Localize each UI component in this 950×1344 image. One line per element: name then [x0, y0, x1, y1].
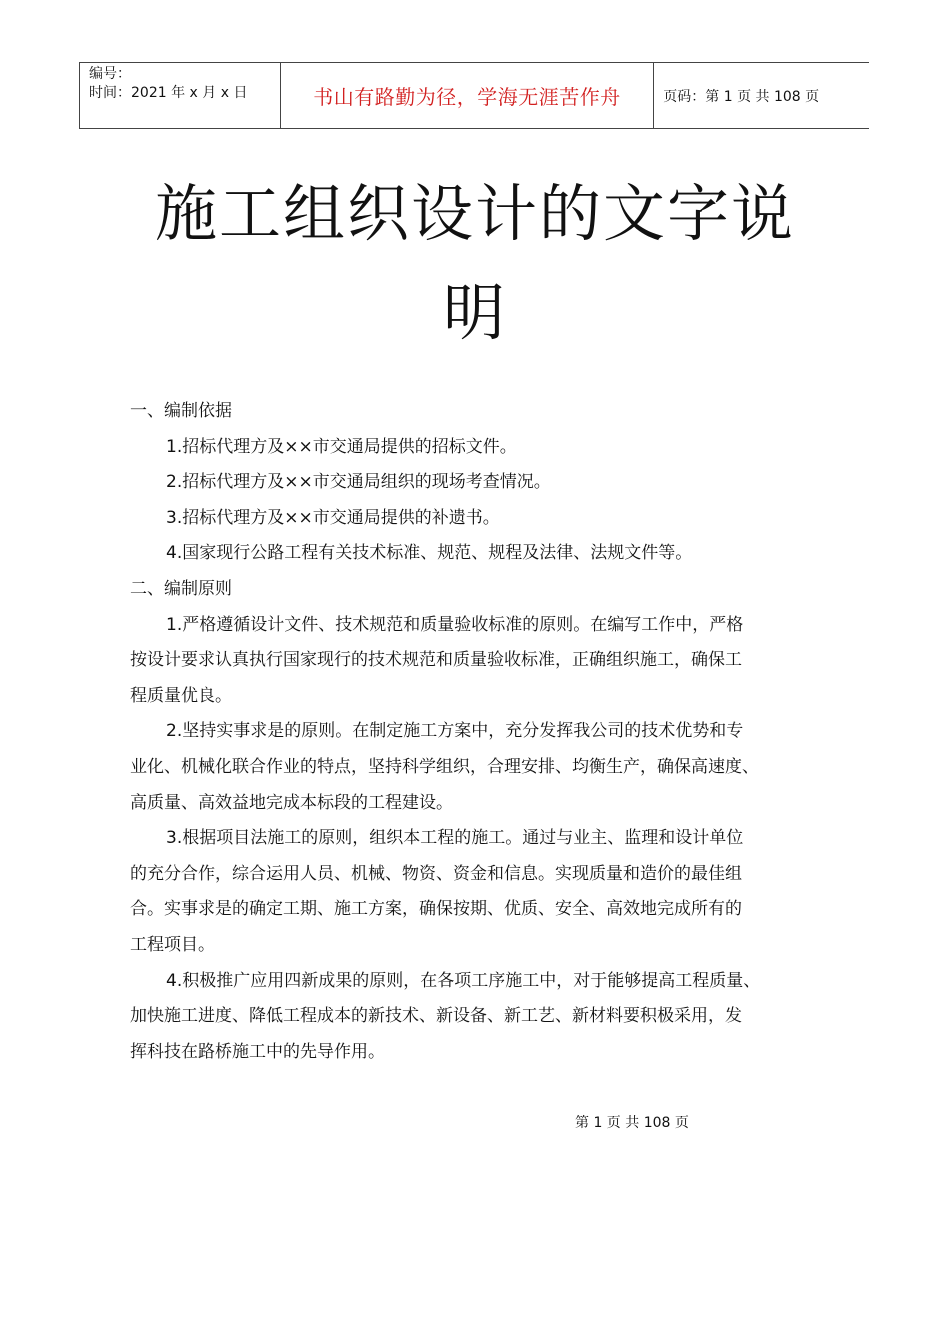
paragraph-line: 3.根据项目法施工的原则，组织本工程的施工。通过与业主、监理和设计单位: [166, 828, 744, 849]
paragraph-line: 3.招标代理方及××市交通局提供的补遗书。: [166, 507, 500, 528]
paragraph-line: 2.坚持实事求是的原则。在制定施工方案中，充分发挥我公司的技术优势和专: [166, 721, 744, 742]
header-motto-cell: [281, 63, 655, 128]
paragraph-line: 的充分合作，综合运用人员、机械、物资、资金和信息。实现质量和造价的最佳组: [130, 863, 742, 884]
paragraph-line: 1.严格遵循设计文件、技术规范和质量验收标准的原则。在编写工作中，严格: [166, 614, 744, 635]
header-page-cell: [654, 63, 869, 128]
paragraph-line: 4.国家现行公路工程有关技术标准、规范、规程及法律、法规文件等。: [166, 543, 693, 564]
document-header: [79, 62, 869, 129]
header-meta-cell: [80, 63, 281, 128]
page-code: 页码：第 1 页 共 108 页: [663, 88, 820, 105]
paragraph-line: 程质量优良。: [130, 685, 232, 706]
section-heading: 一、编制依据: [130, 401, 232, 421]
document-time: 时间：2021 年 x 月 x 日: [89, 85, 248, 101]
paragraph-line: 业化、机械化联合作业的特点，坚持科学组织，合理安排、均衡生产，确保高速度、: [130, 756, 759, 777]
document-title-line-1: 施工组织设计的文字说: [154, 177, 795, 250]
motto-text: 书山有路勤为径，学海无涯苦作舟: [313, 85, 621, 109]
paragraph-line: 高质量、高效益地完成本标段的工程建设。: [130, 792, 453, 813]
page-footer: 第 1 页 共 108 页: [575, 1115, 689, 1131]
document-title-line-2: 明: [442, 276, 507, 349]
paragraph-line: 挥科技在路桥施工中的先导作用。: [130, 1041, 385, 1062]
document-number: 编号：: [89, 66, 131, 82]
paragraph-line: 4.积极推广应用四新成果的原则，在各项工序施工中，对于能够提高工程质量、: [166, 970, 761, 991]
paragraph-line: 合。实事求是的确定工期、施工方案，确保按期、优质、安全、高效地完成所有的: [130, 899, 742, 920]
section-heading: 二、编制原则: [130, 578, 232, 599]
paragraph-line: 1.招标代理方及××市交通局提供的招标文件。: [166, 436, 517, 457]
paragraph-line: 加快施工进度、降低工程成本的新技术、新设备、新工艺、新材料要积极采用，发: [130, 1006, 742, 1027]
paragraph-line: 2.招标代理方及××市交通局组织的现场考查情况。: [166, 472, 551, 493]
paragraph-line: 按设计要求认真执行国家现行的技术规范和质量验收标准，正确组织施工，确保工: [130, 650, 742, 671]
paragraph-line: 工程项目。: [130, 934, 215, 955]
document-body: [130, 394, 840, 1070]
